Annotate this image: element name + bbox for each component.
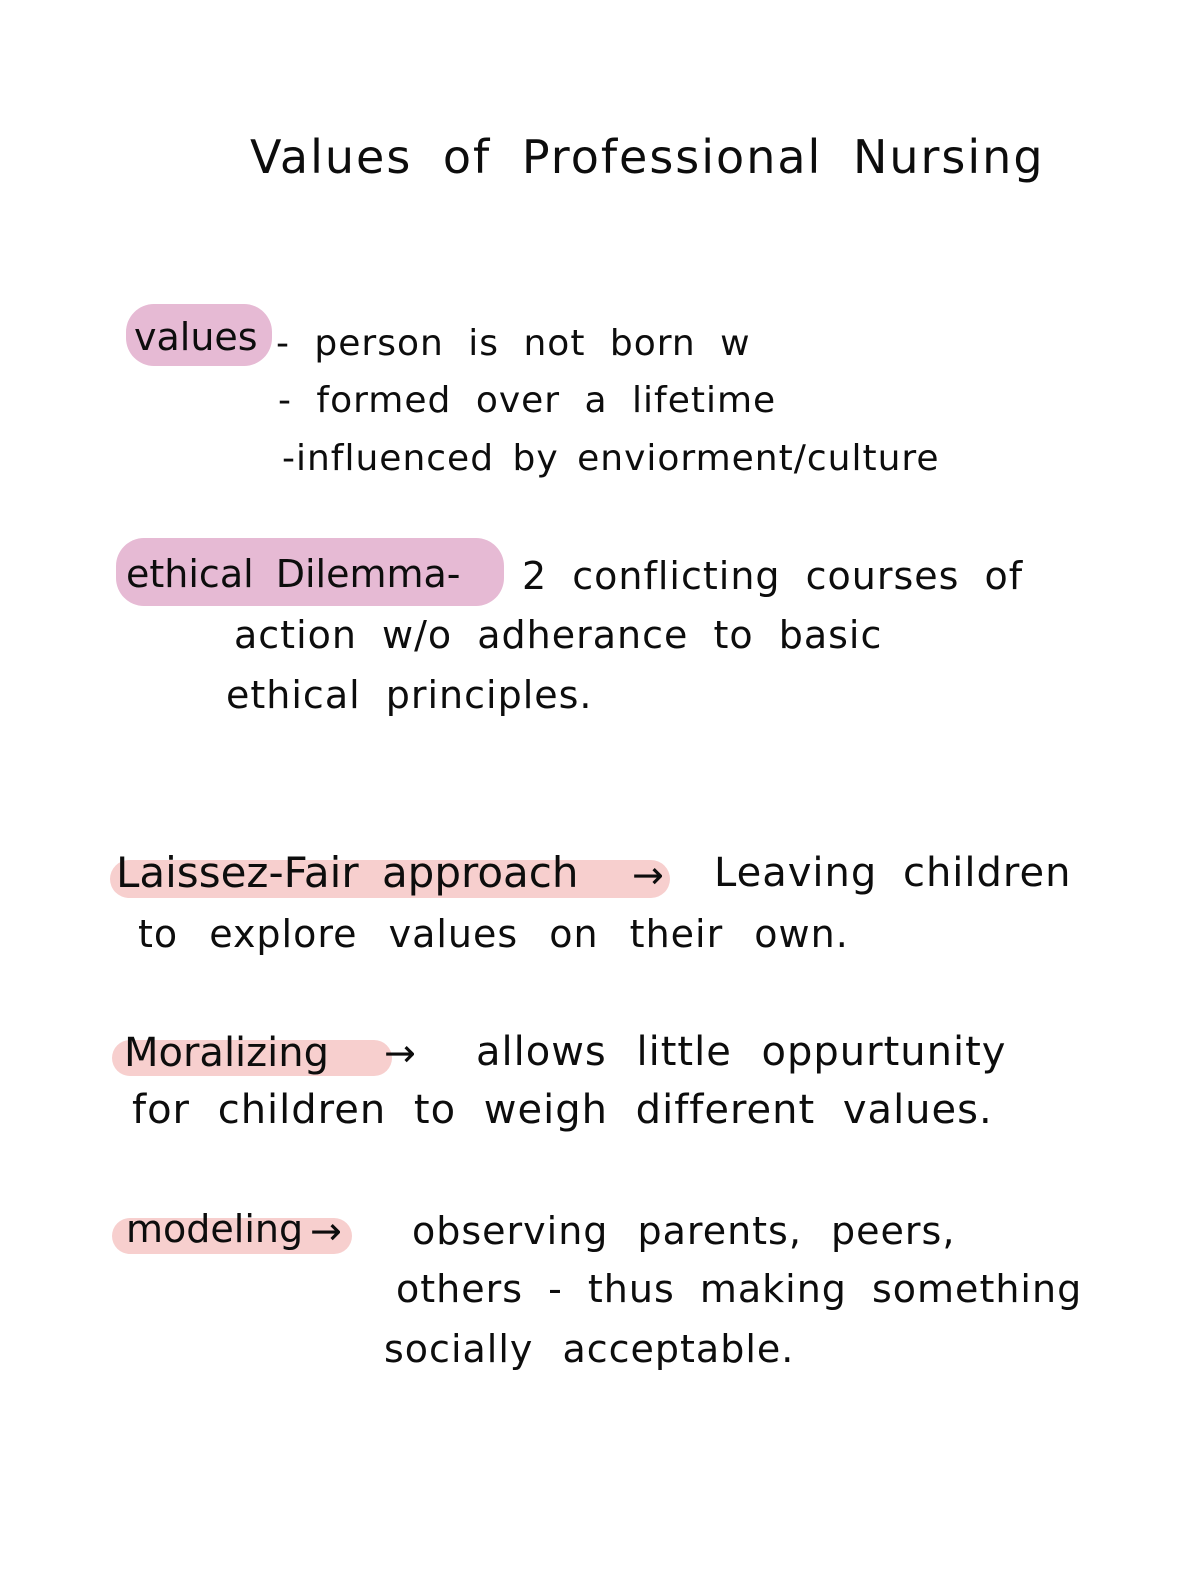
dilemma-line: ethical principles.: [226, 673, 593, 717]
modeling-line: observing parents, peers,: [412, 1209, 956, 1253]
values-term: values: [134, 315, 258, 359]
moralizing-term: Moralizing: [124, 1030, 330, 1076]
dilemma-line: action w/o adherance to basic: [234, 613, 883, 657]
modeling-arrow: →: [310, 1209, 343, 1253]
modeling-term: modeling: [126, 1207, 304, 1251]
moralizing-line: allows little oppurtunity: [476, 1029, 1007, 1075]
dilemma-term: ethical Dilemma-: [126, 552, 461, 596]
values-point: - formed over a lifetime: [278, 380, 777, 421]
laissez-line: Leaving children: [714, 850, 1072, 896]
dilemma-line: 2 conflicting courses of: [522, 554, 1024, 598]
moralizing-line: for children to weigh different values.: [132, 1087, 993, 1133]
page-title: Values of Professional Nursing: [250, 130, 1045, 184]
laissez-term: Laissez-Fair approach: [116, 848, 579, 897]
values-point: -influenced by enviorment/culture: [282, 438, 940, 479]
moralizing-arrow: →: [384, 1031, 417, 1075]
laissez-line: to explore values on their own.: [138, 912, 849, 956]
modeling-line: others - thus making something: [396, 1267, 1083, 1311]
laissez-arrow: →: [632, 853, 665, 897]
modeling-line: socially acceptable.: [384, 1327, 795, 1371]
values-point: - person is not born w: [276, 323, 751, 364]
